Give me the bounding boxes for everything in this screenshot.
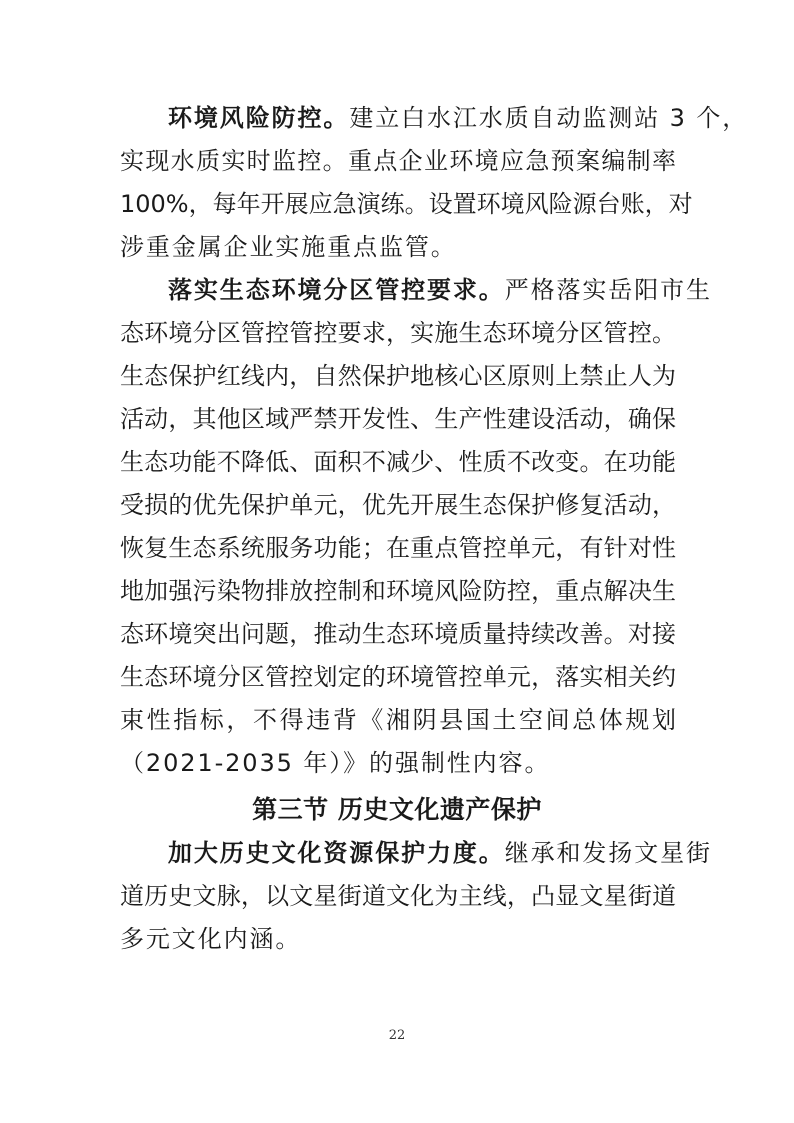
paragraph-text: 建立白水江水质自动监测站 3 个， bbox=[349, 104, 749, 132]
paragraph-heritage-line-2: 道历史文脉，以文星街道文化为主线，凸显文星街道 bbox=[120, 882, 676, 910]
paragraph-zoning-line: 生态功能不降低、面积不减少、性质不改变。在功能 bbox=[120, 448, 676, 476]
paragraph-risk-line-4: 涉重金属企业实施重点监管。 bbox=[120, 233, 457, 261]
paragraph-zoning-line: 束性指标，不得违背《湘阴县国土空间总体规划 bbox=[120, 706, 676, 734]
section-heading: 第三节 历史文化遗产保护 bbox=[252, 795, 542, 824]
paragraph-zoning-line: （2021-2035 年）》的强制性内容。 bbox=[120, 749, 551, 777]
paragraph-zoning-line: 生态环境分区管控划定的环境管控单元，落实相关约 bbox=[120, 663, 676, 691]
paragraph-zoning-line: 生态保护红线内，自然保护地核心区原则上禁止人为 bbox=[120, 362, 676, 390]
paragraph-zoning-line: 态环境突出问题，推动生态环境质量持续改善。对接 bbox=[120, 620, 676, 648]
paragraph-text: 继承和发扬文星街 bbox=[504, 839, 712, 867]
paragraph-zoning-line: 恢复生态系统服务功能；在重点管控单元，有针对性 bbox=[120, 534, 676, 562]
paragraph-zoning-line-1 bbox=[168, 270, 712, 310]
paragraph-risk-line-1 bbox=[168, 98, 749, 138]
paragraph-zoning-line: 受损的优先保护单元，优先开展生态保护修复活动， bbox=[120, 491, 676, 519]
paragraph-risk-line-2: 实现水质实时监控。重点企业环境应急预案编制率 bbox=[120, 147, 676, 175]
paragraph-zoning-line: 活动，其他区域严禁开发性、生产性建设活动，确保 bbox=[120, 405, 676, 433]
paragraph-zoning-line: 地加强污染物排放控制和环境风险防控，重点解决生 bbox=[120, 577, 676, 605]
paragraph-risk-line-3: 100%，每年开展应急演练。设置环境风险源台账，对 bbox=[120, 190, 693, 218]
paragraph-text: 严格落实岳阳市生 bbox=[504, 276, 712, 304]
page-number: 22 bbox=[388, 1028, 406, 1043]
paragraph-zoning-line: 态环境分区管控管控要求，实施生态环境分区管控。 bbox=[120, 319, 676, 347]
paragraph-lead-risk: 环境风险防控。 bbox=[168, 104, 350, 132]
paragraph-heritage-line-1 bbox=[168, 833, 712, 873]
paragraph-lead-heritage: 加大历史文化资源保护力度。 bbox=[168, 839, 505, 867]
paragraph-heritage-line-3: 多元文化内涵。 bbox=[120, 925, 302, 953]
paragraph-lead-zoning: 落实生态环境分区管控要求。 bbox=[168, 276, 505, 304]
